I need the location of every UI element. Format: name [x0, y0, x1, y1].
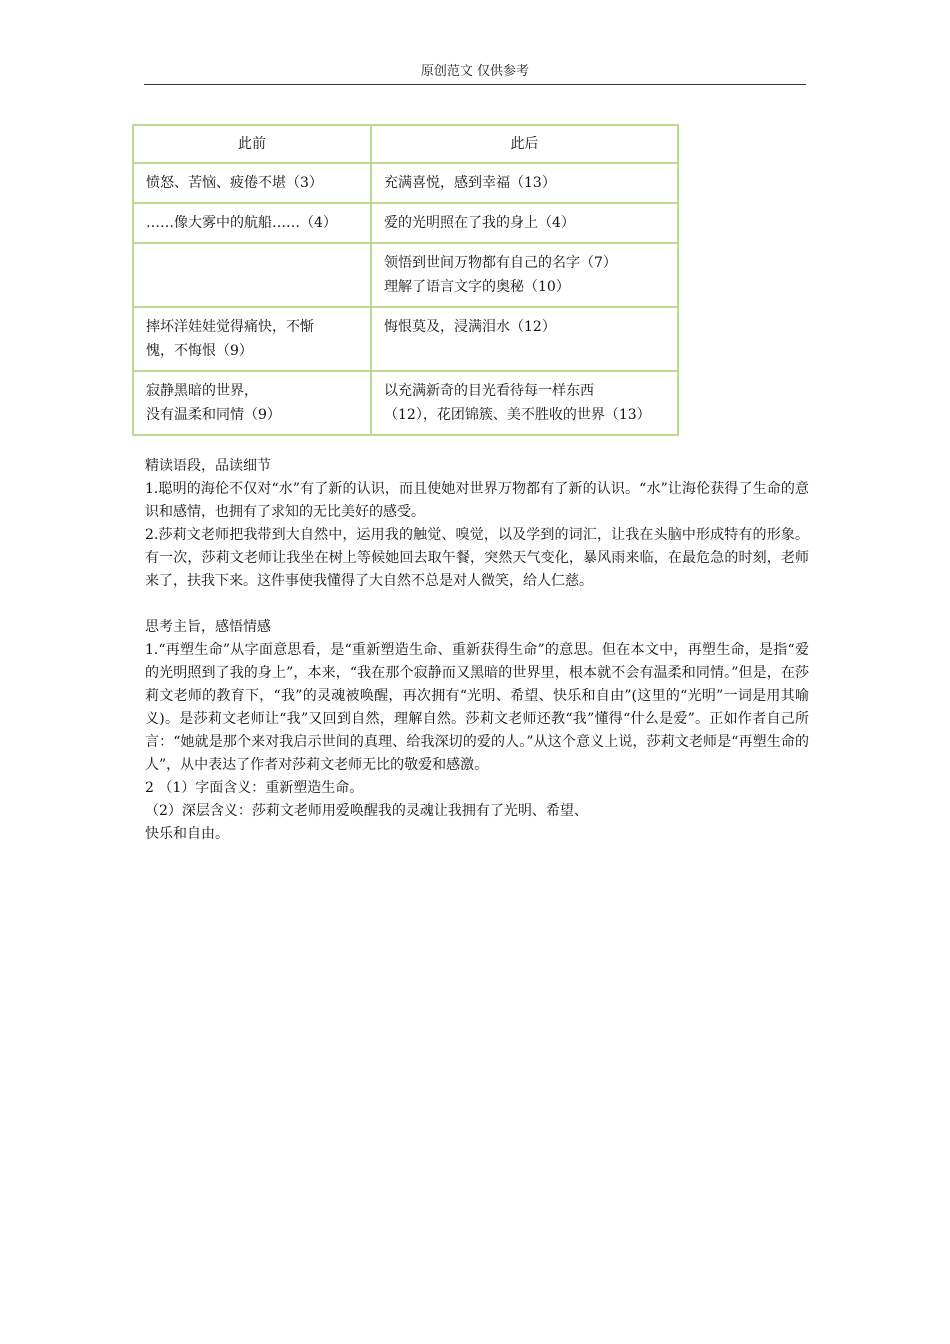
cell-text: 领悟到世间万物都有自己的名字（7） [384, 255, 617, 271]
cell-text: ……像大雾中的航船……（4） [146, 215, 337, 231]
cell-text: 寂静黑暗的世界， [146, 383, 258, 399]
after-cell [371, 163, 678, 203]
table-row [133, 203, 678, 243]
spacer [145, 593, 809, 616]
column-header-after: 此后 [371, 125, 678, 163]
paragraph: 2 （1）字面含义：重新塑造生命。 [145, 780, 364, 796]
before-cell [133, 163, 371, 203]
paragraph: 1.聪明的海伦不仅对“水”有了新的认识，而且使她对世界万物都有了新的认识。“水”让海伦获得了生命的意识和感情，也拥有了求知的无比美好的感受。 [145, 481, 809, 520]
before-cell [133, 203, 371, 243]
after-cell [371, 243, 678, 307]
before-cell [133, 307, 371, 371]
cell-text: 摔坏洋娃娃觉得痛快，不惭 [146, 319, 314, 335]
cell-text: 悔恨莫及，浸满泪水（12） [384, 319, 556, 335]
cell-text: 没有温柔和同情（9） [146, 407, 281, 423]
page-header: 原创范文 仅供参考 [144, 60, 806, 85]
after-cell [371, 203, 678, 243]
comparison-table [132, 124, 679, 436]
cell-text: 以充满新奇的目光看待每一样东西 [384, 383, 594, 399]
paragraph: 2.莎莉文老师把我带到大自然中，运用我的触觉、嗅觉，以及学到的词汇，让我在头脑中形成特有的形象。有一次，莎莉文老师让我坐在树上等候她回去取午餐，突然天气变化，暴风雨来临，在最危急的时刻，老师来了，扶我下来。这件事使我懂得了大自然不总是对人微笑，给人仁慈。 [145, 527, 809, 589]
cell-text: 爱的光明照在了我的身上（4） [384, 215, 575, 231]
column-header-before: 此前 [133, 125, 371, 163]
body-text [145, 455, 809, 846]
cell-text: 充满喜悦，感到幸福（13） [384, 175, 556, 191]
table-row [133, 371, 678, 435]
table-row [133, 307, 678, 371]
before-cell [133, 371, 371, 435]
table-header-row [133, 125, 678, 163]
after-cell [371, 307, 678, 371]
section-title: 思考主旨，感悟情感 [145, 619, 271, 635]
cell-text: （12），花团锦簇、美不胜收的世界（13） [384, 407, 651, 423]
paragraph: 快乐和自由。 [145, 826, 229, 842]
table-row [133, 243, 678, 307]
cell-text: 愤怒、苦恼、疲倦不堪（3） [146, 175, 323, 191]
cell-text: 理解了语言文字的奥秘（10） [384, 279, 570, 295]
after-cell [371, 371, 678, 435]
cell-text: 愧，不悔恨（9） [146, 343, 253, 359]
before-cell [133, 243, 371, 307]
paragraph: （2）深层含义：莎莉文老师用爱唤醒我的灵魂让我拥有了光明、希望、 [145, 803, 588, 819]
paragraph: 1.“再塑生命”从字面意思看，是“重新塑造生命、重新获得生命”的意思。但在本文中，再塑生命，是指“爱的光明照到了我的身上”，本来，“我在那个寂静而又黑暗的世界里，根本就不会有温柔和同情。”但是，在莎莉文老师的教育下，“我”的灵魂被唤醒，再次拥有“光明、希望、快乐和自由”(这里的“光明”一词是用其喻义)。是莎莉文老师让“我”又回到自然，理解自然。莎莉文老师还教“我”懂得“什么是爱”。正如作者自己所言：“她就是那个来对我启示世间的真理、给我深切的爱的人。”从这个意义上说，莎莉文老师是“再塑生命的人”，从中表达了作者对莎莉文老师无比的敬爱和感激。 [145, 642, 809, 773]
table-row [133, 163, 678, 203]
section-title: 精读语段，品读细节 [145, 458, 271, 474]
